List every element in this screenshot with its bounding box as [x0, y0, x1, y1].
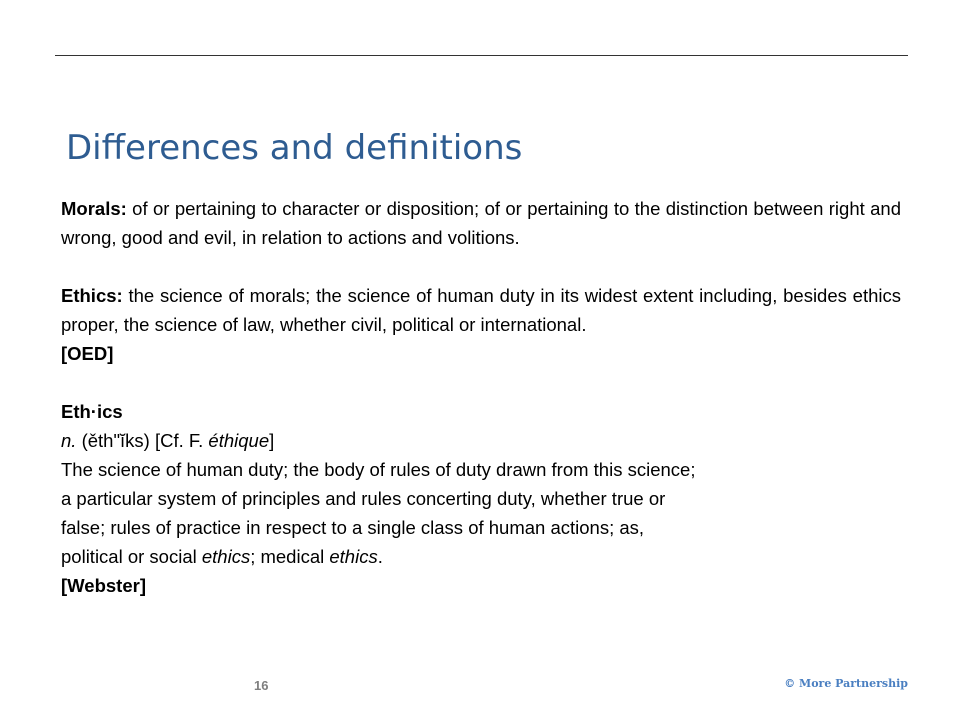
oed-source: [OED]: [61, 343, 114, 364]
line4-ethics-1: ethics: [201, 546, 251, 567]
slide-number: 16: [254, 678, 269, 693]
line4-text-c: ; medical: [250, 546, 330, 567]
etymology-word: éthique: [208, 430, 270, 451]
webster-source: [Webster]: [61, 575, 146, 596]
pronunciation-close: ]: [269, 430, 275, 451]
top-divider: [55, 55, 908, 56]
line4-text-e: .: [377, 546, 383, 567]
morals-text: of or pertaining to character or disposition; of or pertaining to the distinction between right and wrong, good and evil, in relation to actions and volitions.: [61, 198, 901, 248]
ethics-definition: [61, 281, 901, 339]
webster-headword: Eth·ics: [61, 401, 123, 422]
morals-term: Morals:: [61, 198, 127, 219]
ethics-term: Ethics:: [61, 285, 123, 306]
line4-ethics-2: ethics: [329, 546, 378, 567]
webster-line-2: a particular system of principles and rules concerting duty, whether true or: [61, 488, 666, 509]
webster-pronunciation: [61, 426, 901, 455]
webster-line-1: The science of human duty; the body of rules of duty drawn from this science;: [61, 459, 696, 480]
slide-body: [61, 194, 901, 600]
pronunciation-text: (ěth"ĭks) [Cf. F.: [76, 430, 209, 451]
line4-text-a: political or social: [61, 546, 202, 567]
spacer: [61, 252, 901, 281]
morals-definition: [61, 194, 901, 252]
part-of-speech: n.: [61, 430, 77, 451]
ethics-text: the science of morals; the science of human duty in its widest extent including, besides ethics proper, the science of law, whether civil, political or international.: [61, 285, 901, 335]
webster-line-3: false; rules of practice in respect to a single class of human actions; as,: [61, 517, 645, 538]
spacer: [61, 368, 901, 397]
webster-line-4: [61, 542, 901, 571]
copyright-notice: © More Partnership: [784, 677, 908, 690]
slide-title: Differences and definitions: [66, 128, 523, 168]
